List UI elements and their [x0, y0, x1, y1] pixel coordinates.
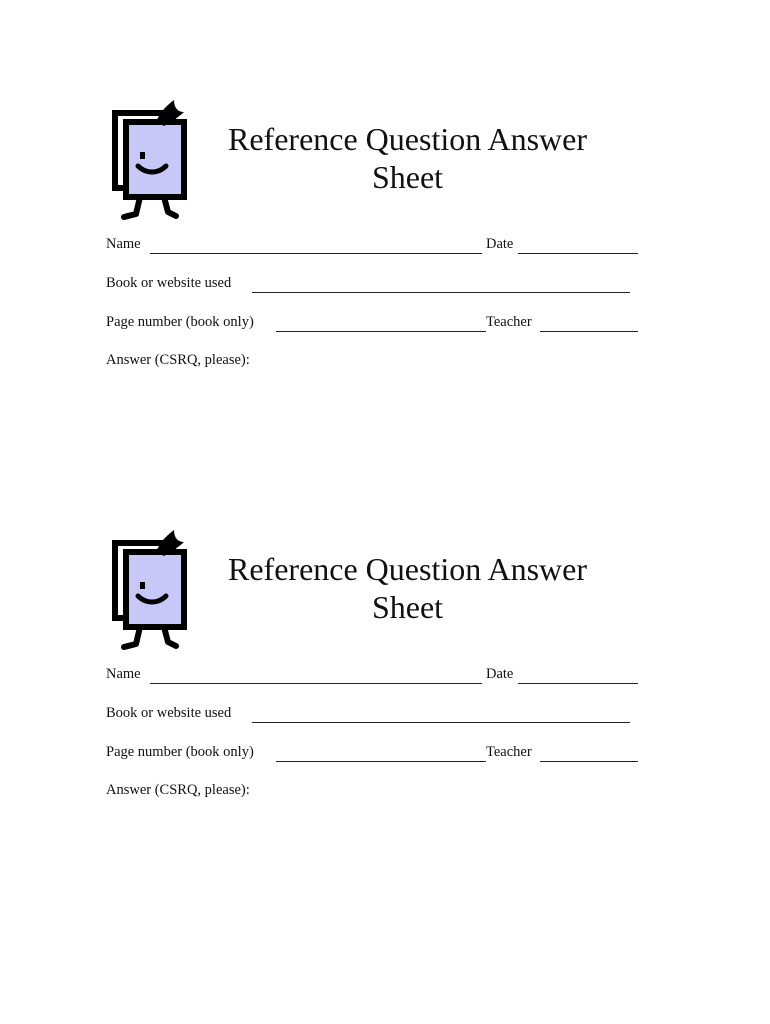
book-field[interactable]: [252, 292, 630, 293]
teacher-label: Teacher: [486, 744, 532, 760]
page-field[interactable]: [276, 761, 486, 762]
page-label: Page number (book only): [106, 314, 254, 330]
teacher-field[interactable]: [540, 331, 638, 332]
book-label: Book or website used: [106, 705, 232, 721]
book-field[interactable]: [252, 722, 630, 723]
name-field[interactable]: [150, 253, 482, 254]
title-line-1: Reference Question Answer: [228, 121, 587, 157]
date-label: Date: [486, 666, 514, 682]
walking-book-icon: [108, 92, 194, 224]
page-field[interactable]: [276, 331, 486, 332]
title-line-2: Sheet: [371, 589, 444, 625]
walking-book-icon: [108, 522, 194, 654]
book-label: Book or website used: [106, 275, 232, 291]
date-field[interactable]: [518, 253, 638, 254]
date-field[interactable]: [518, 683, 638, 684]
name-label: Name: [106, 666, 141, 682]
teacher-field[interactable]: [540, 761, 638, 762]
answer-label: Answer (CSRQ, please):: [106, 352, 250, 368]
date-label: Date: [486, 236, 514, 252]
name-label: Name: [106, 236, 141, 252]
title-line-1: Reference Question Answer: [228, 551, 587, 587]
teacher-label: Teacher: [486, 314, 532, 330]
answer-sheet-1: [0, 0, 770, 430]
sheet-title: [200, 120, 615, 196]
answer-sheet-2: [0, 430, 770, 860]
sheet-title: [200, 550, 615, 626]
title-line-2: Sheet: [371, 159, 444, 195]
page-label: Page number (book only): [106, 744, 254, 760]
name-field[interactable]: [150, 683, 482, 684]
answer-label: Answer (CSRQ, please):: [106, 782, 250, 798]
